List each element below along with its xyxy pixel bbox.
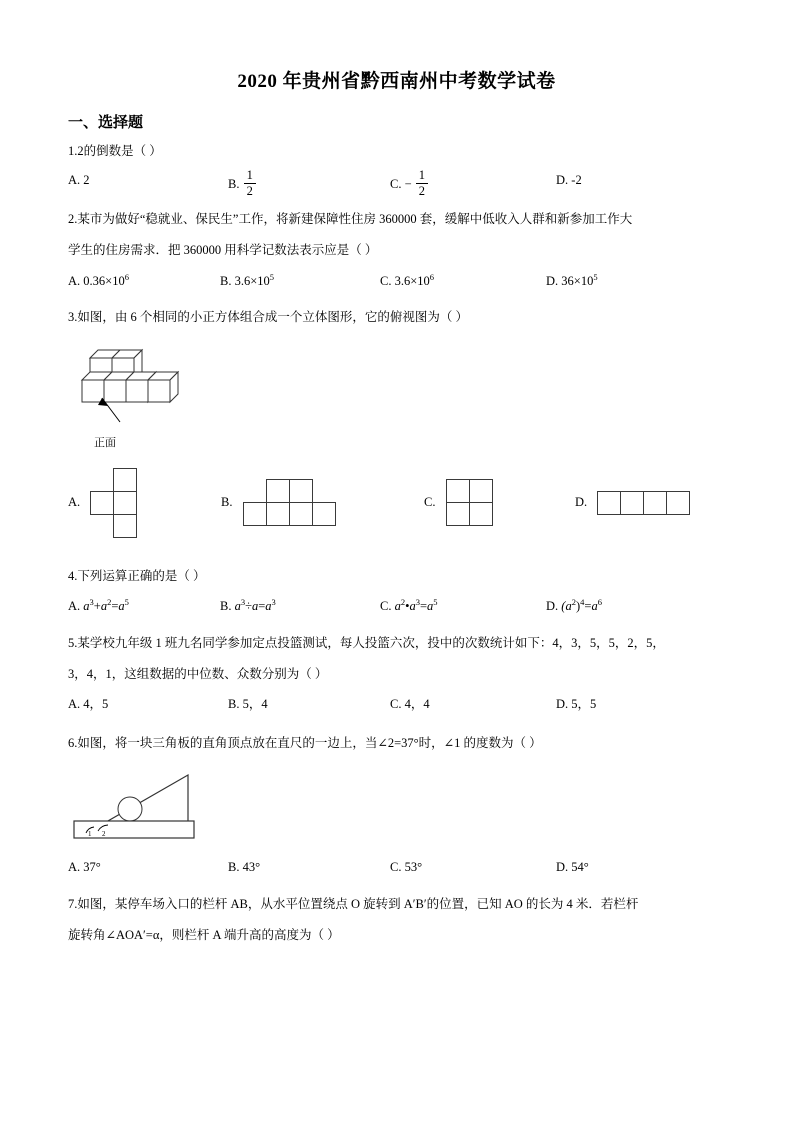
option-4-c-sup3: 5 (433, 597, 438, 608)
option-4-c-expr1: a (394, 599, 401, 614)
option-4-b-sup3: 3 (271, 597, 276, 608)
question-6-text: 6.如图，将一块三角板的直角顶点放在直尺的一边上，当∠2=37°时，∠1 的度数为（ ） (68, 735, 542, 750)
question-5-line-1: 5.某学校九年级 1 班九名同学参加定点投篮测试，每人投篮六次，投中的次数统计如下：4，3，5，5，2，5， (68, 636, 665, 651)
question-2-line-2: 学生的住房需求．把 360000 用科学记数法表示应是（ ） (68, 243, 378, 258)
option-3-c-label: C. (424, 495, 436, 510)
question-3-figure (68, 336, 725, 450)
option-3-a-label: A. (68, 495, 81, 510)
option-4-d-sup2: 4 (580, 597, 585, 608)
question-2-options (68, 269, 725, 294)
fraction-numerator: 1 (418, 168, 426, 183)
option-6-b[interactable]: B. 43° (228, 859, 261, 874)
option-2-c-exponent: 6 (429, 271, 435, 282)
grid-shape-b (243, 479, 336, 526)
option-4-a-sup3: 5 (124, 597, 129, 608)
option-2-c-label: C. 3.6×10 (380, 273, 430, 288)
figure-label-front: 正面 (94, 436, 116, 449)
option-2-b-label: B. 3.6×10 (220, 273, 270, 288)
question-7-line-2: 旋转角∠AOA′=α，则栏杆 A 端升高的高度为（ ） (68, 928, 340, 943)
option-4-c[interactable] (380, 594, 546, 619)
question-3-text: 3.如图，由 6 个相同的小正方体组合成一个立体图形，它的俯视图为（ ） (68, 310, 469, 325)
option-3-b-label: B. (221, 495, 233, 510)
question-7-line-1: 7.如图，某停车场入口的栏杆 AB，从水平位置绕点 O 旋转到 A′B′的位置，已知 AO 的长为 4 米．若栏杆 (68, 896, 639, 911)
option-5-b[interactable]: B. 5，4 (228, 696, 268, 711)
option-4-a-mid: + (93, 599, 101, 614)
option-3-b-shape[interactable] (243, 479, 336, 526)
option-2-d-exponent: 5 (593, 271, 598, 282)
page-title: 2020 年贵州省黔西南州中考数学试卷 (237, 71, 556, 92)
option-5-c[interactable]: C. 4，4 (390, 696, 430, 711)
option-4-a-sup1: 3 (89, 597, 94, 608)
option-1-d[interactable]: D. -2 (556, 173, 582, 188)
question-3-options (68, 468, 725, 538)
question-6-options (68, 856, 725, 880)
option-3-d-label: D. (575, 495, 588, 510)
option-4-a-eq: = (111, 599, 119, 614)
option-4-c-label: C. (380, 599, 395, 614)
triangle-ruler-figure (68, 759, 268, 845)
option-2-b[interactable] (220, 269, 380, 294)
option-6-a[interactable]: A. 37° (68, 859, 101, 874)
option-4-b-sup1: 3 (240, 597, 246, 608)
option-4-a-expr2: a (100, 599, 108, 614)
option-2-a[interactable] (68, 269, 220, 294)
option-2-b-exponent: 5 (269, 271, 275, 282)
option-4-a-label: A. (68, 599, 84, 614)
option-4-b-expr3: a (265, 599, 272, 614)
grid-shape-d (597, 491, 690, 515)
option-4-c-mid: • (405, 599, 410, 614)
option-4-c-sup1: 2 (400, 597, 406, 608)
option-1-c-label: C. − (390, 176, 412, 191)
option-4-b-expr1: a (234, 599, 241, 614)
fraction-numerator: 1 (246, 168, 253, 183)
option-4-a-sup2: 2 (107, 597, 112, 608)
option-4-c-expr3: a (427, 599, 434, 614)
option-2-c[interactable] (380, 269, 546, 294)
option-2-a-exponent: 6 (124, 271, 129, 282)
section-heading-choice: 一、选择题 (68, 115, 144, 131)
option-4-b-label: B. (220, 599, 235, 614)
question-1-options (68, 169, 725, 199)
option-4-b-mid: ÷ (245, 599, 252, 614)
option-4-d-expr3: a (591, 599, 598, 614)
cube-stack-figure (68, 336, 268, 431)
option-2-d-label: D. 36×10 (546, 273, 594, 288)
option-1-b-label: B. (228, 176, 240, 191)
option-4-a[interactable] (68, 594, 220, 619)
grid-shape-c (446, 479, 493, 526)
option-1-b[interactable] (228, 169, 390, 199)
option-1-c[interactable] (390, 169, 556, 199)
fraction-negative-one-half (416, 168, 428, 198)
option-4-d-eq: = (584, 599, 592, 614)
svg-text:1: 1 (88, 829, 92, 838)
option-5-a[interactable]: A. 4，5 (68, 696, 109, 711)
question-1-text: 1.2的倒数是（ ） (68, 144, 162, 158)
question-4-options (68, 594, 725, 619)
option-2-a-label: A. 0.36×10 (68, 273, 125, 288)
option-4-d-sup1: 2 (571, 597, 576, 608)
option-4-d-expr1: (a (561, 599, 572, 614)
option-4-d[interactable] (546, 594, 706, 619)
option-2-d[interactable] (546, 269, 706, 294)
option-6-c[interactable]: C. 53° (390, 859, 423, 874)
option-4-d-label: D. (546, 599, 562, 614)
option-4-d-mid: ) (575, 599, 581, 614)
option-5-d[interactable]: D. 5，5 (556, 696, 597, 711)
fraction-denominator: 2 (416, 183, 428, 199)
option-3-d-shape[interactable] (597, 491, 690, 515)
question-6-figure (68, 759, 725, 850)
question-5-line-2: 3，4，1，这组数据的中位数、众数分别为（ ） (68, 667, 328, 682)
option-3-c-shape[interactable] (446, 479, 493, 526)
option-4-c-sup2: 3 (415, 597, 420, 608)
question-2-line-1: 2.某市为做好“稳就业、保民生”工作，将新建保障性住房 360000 套，缓解中低收入人群和新参加工作大 (68, 211, 633, 226)
grid-shape-a (90, 468, 137, 538)
option-4-b[interactable] (220, 594, 380, 619)
option-4-a-expr1: a (83, 599, 90, 614)
option-1-a[interactable]: A. 2 (68, 173, 90, 188)
question-4-text: 4.下列运算正确的是（ ） (68, 568, 206, 583)
fraction-denominator: 2 (244, 183, 256, 199)
option-3-a-shape[interactable] (90, 468, 137, 538)
option-4-d-sup3: 6 (597, 597, 602, 608)
option-4-a-expr3: a (118, 599, 125, 614)
option-4-c-eq: = (419, 599, 428, 614)
fraction-one-half (244, 168, 256, 198)
question-5-options (68, 693, 725, 717)
option-4-c-expr2: a (409, 599, 416, 614)
option-6-d[interactable]: D. 54° (556, 859, 589, 874)
option-4-b-eq: = (258, 599, 266, 614)
option-4-b-expr2: a (251, 599, 259, 614)
svg-text:2: 2 (102, 829, 106, 838)
